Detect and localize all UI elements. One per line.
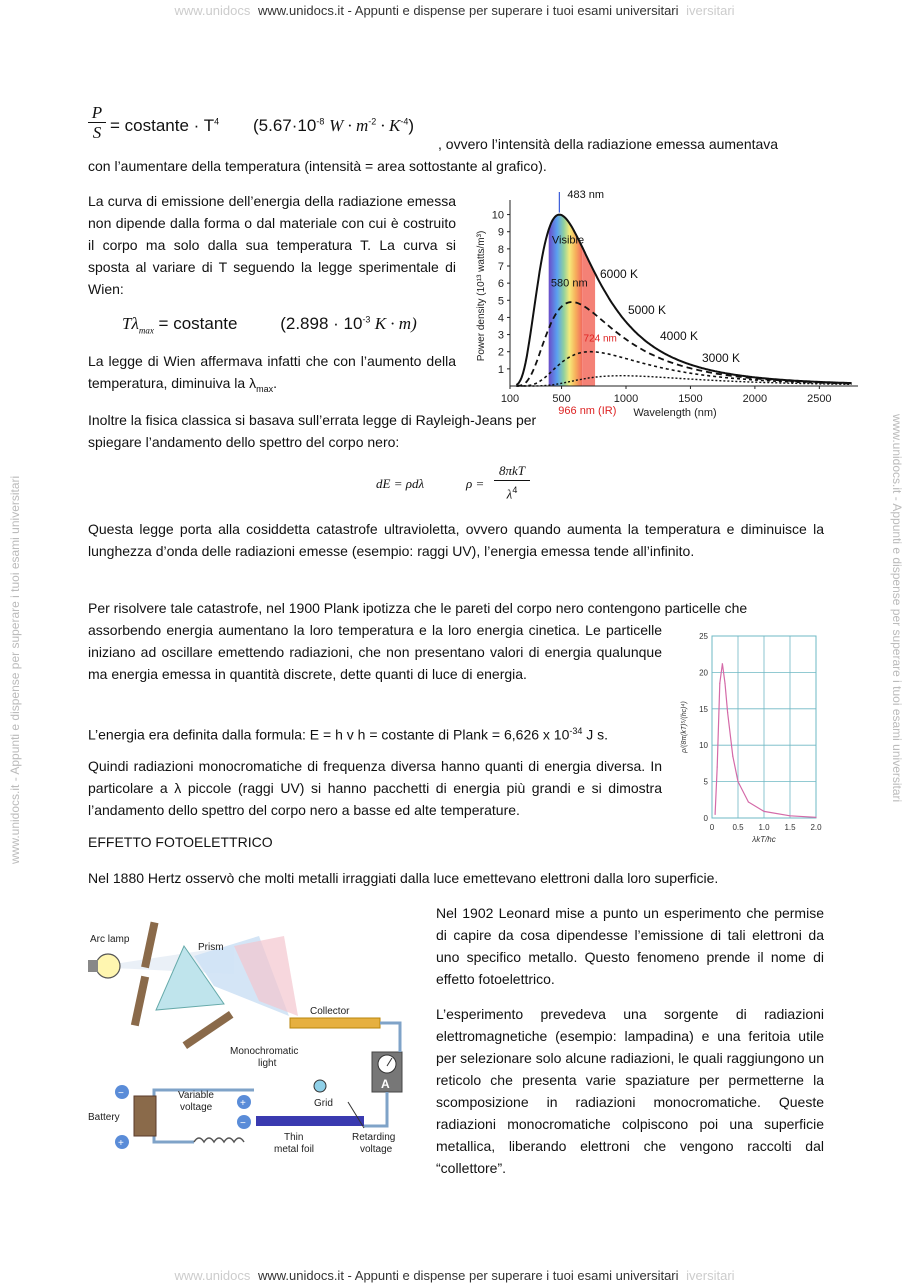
ammeter-dial [378, 1055, 396, 1073]
y-tick-label: 3 [497, 329, 504, 342]
x-tick-label: 1.0 [758, 823, 770, 832]
wien-lhs: Tλ [122, 314, 139, 333]
x-tick-label: 1000 [613, 393, 639, 405]
label-metal-foil: metal foil [274, 1144, 315, 1155]
stefan-tail: , ovvero l’intensità della radiazione emessa aumentava [438, 136, 779, 152]
y-tick-label: 15 [699, 704, 708, 714]
series-label: 3000 K [702, 351, 741, 365]
planck-point [717, 766, 718, 767]
paragraph-esperimento: L’esperimento prevedeva una sorgente di radiazioni elettromagnetiche (esempio: lampadina) e una feritoia utile per selezionare solo alcune radiazioni, le quali raggiungono un reticolo che presenta varie spaziature per permetterne la scomposizione in radiazioni monocromatiche. Queste radiazioni monocromatiche colpiscono poi una superficie metallica, liberando elettroni che vengono raccolti dal “collettore”. [436, 1006, 824, 1176]
rj-fraction [494, 462, 530, 503]
label-variable: Variable [178, 1090, 214, 1101]
label-grid: Grid [314, 1098, 333, 1109]
y-tick-label: 0 [703, 814, 708, 823]
label-grid-plus: + [240, 1098, 246, 1109]
metal-foil [256, 1116, 364, 1126]
variable-coil [194, 1138, 244, 1142]
label-battery-minus: − [118, 1088, 124, 1099]
banner-ghost-right-bottom: iversitari [686, 1268, 735, 1283]
y-tick-label: 8 [497, 243, 504, 256]
paragraph-monocromatiche: Quindi radiazioni monocromatiche di frequenza diversa hanno quanti di energia diversa. In particolare a λ piccole (raggi UV) si hanno pacchetti di energia più grandi e si dimostra l’andamento dello spettro del corpo nero a basse ed alte temperature. [88, 758, 662, 818]
const-text: (5.67·10 [253, 116, 317, 135]
banner-ghost-left-bottom: www.unidocs [174, 1268, 251, 1283]
label-battery-plus: + [118, 1138, 124, 1149]
energia-exp: -34 [569, 726, 583, 736]
photoelectric-diagram [84, 906, 416, 1168]
planck-chart [676, 628, 832, 848]
annotation-966: 966 nm (IR) [558, 405, 617, 417]
paragraph-plank: assorbendo energia aumentano la loro temperatura e la loro energia cinetica. Le particelle iniziano ad oscillare emettendo radiazioni, che non presentano valori di energia qualunque ma energia emessa in quantità discrete, dette quanti di luce di energia. [88, 622, 662, 682]
y-tick-label: 1 [497, 363, 504, 376]
rj-den-exp: 4 [512, 485, 518, 495]
paragraph-rayleigh: Inoltre la fisica classica si basava sull’errata legge di Rayleigh-Jeans per spiegare l’andamento dello spettro del corpo nero: [88, 412, 537, 450]
lamp-bulb [96, 954, 120, 978]
paragraph-curve: La curva di emissione dell’energia della radiazione emessa non dipende dalla forma o dal materiale con cui è costruito il corpo ma solo dalla sua temperatura T. La curva si sposta al variare di T seguendo la legge sperimentale di Wien: [88, 193, 456, 297]
y-tick-label: 7 [497, 261, 504, 273]
side-watermark-right: www.unidocs.it - Appunti e dispense per superare i tuoi esami universitari [890, 414, 904, 803]
formula-denominator: S [92, 123, 102, 142]
planck-curve [715, 663, 817, 818]
planck-point [719, 683, 720, 684]
planck-point [789, 815, 790, 816]
series-label: 5000 K [628, 303, 667, 317]
energia-end: J s. [582, 726, 609, 743]
formula-rhs [110, 116, 219, 136]
label-arc-lamp: Arc lamp [90, 934, 130, 945]
const-exp: -8 [316, 116, 325, 127]
planck-series-line [715, 664, 816, 818]
const-close: ) [408, 116, 415, 135]
planck-point [732, 756, 733, 757]
x-tick-label: 2500 [807, 393, 832, 405]
paragraph-plank-line1: Per risolvere tale catastrofe, nel 1900 Plank ipotizza che le pareti del corpo nero contengono particelle che [88, 600, 748, 616]
planck-labels [681, 632, 822, 844]
wien-rhs: = costante [153, 314, 238, 333]
formula-rhs-text: = costante · T [110, 116, 215, 135]
annotation-483: 483 nm [567, 189, 605, 201]
x-tick-label: 0.5 [732, 823, 744, 832]
side-watermark-left: www.unidocs.it - Appunti e dispense per superare i tuoi esami universitari [8, 475, 22, 864]
label-thin: Thin [284, 1132, 304, 1143]
battery-cell [134, 1096, 156, 1136]
wien-text: La legge di Wien affermava infatti che con l’aumento della temperatura, diminuiva la λ [88, 353, 456, 391]
y-tick-label: 10 [491, 209, 504, 222]
slit-plate-bottom [131, 976, 149, 1027]
banner-prefix: www.unidocs.it - [257, 3, 355, 18]
planck-point [763, 811, 764, 812]
banner-prefix-bottom: www.unidocs.it - [257, 1268, 355, 1283]
const-units: W · m [329, 116, 369, 135]
wien-text-sub: max [256, 383, 274, 394]
y-tick-label: 9 [497, 226, 504, 239]
x-tick-label: 100 [500, 393, 520, 405]
planck-point [724, 683, 725, 684]
lamp-base [88, 960, 98, 972]
label-retarding-voltage: voltage [360, 1144, 393, 1155]
banner-text-bottom: Appunti e dispense per superare i tuoi esami universitari [354, 1268, 679, 1283]
units-k: · K [376, 116, 401, 135]
x-tick-label: 500 [552, 393, 571, 405]
y-tick-label: 6 [497, 278, 504, 291]
x-tick-label: 2000 [742, 393, 768, 405]
paragraph-hertz: Nel 1880 Hertz osservò che molti metalli irraggiati dalla luce emettevano elettroni dalla loro superficie. [88, 870, 719, 886]
paragraph-catastrofe: Questa legge porta alla cosiddetta catastrofe ultravioletta, ovvero quando aumenta la temperatura e diminuisce la lunghezza d’onda delle radiazioni emesse (esempio: raggi UV), l’energia emessa tende all’infinito. [88, 521, 824, 559]
paragraph-leonard: Nel 1902 Leonard mise a punto un esperimento che permise di capire da cosa dipendesse l’emissione di tali elettroni da uno specifico metallo. Questo fenomeno prende il nome di effetto fotoelettrico. [436, 905, 824, 987]
annotation-724: 724 nm [583, 333, 617, 345]
label-voltage: voltage [180, 1102, 213, 1113]
rj-num: 8πkT [498, 463, 525, 478]
x-axis-label: Wavelength (nm) [633, 407, 717, 419]
mono-slit [183, 1011, 234, 1049]
formula-const [253, 116, 414, 136]
x-tick-label: 1500 [678, 393, 703, 405]
planck-point [737, 781, 738, 782]
label-retarding: Retarding [352, 1132, 396, 1143]
label-grid-minus: − [240, 1118, 246, 1129]
wien-value [280, 314, 417, 333]
banner-ghost-left: www.unidocs [174, 3, 251, 18]
top-banner [0, 3, 909, 18]
y-axis-label: Power density (10¹³ watts/m³) [476, 230, 487, 362]
x-tick-label: 1.5 [784, 823, 796, 832]
banner-text: Appunti e dispense per superare i tuoi esami universitari [354, 3, 679, 18]
planck-point [727, 712, 728, 713]
y-tick-label: 25 [699, 632, 708, 641]
series-label: 6000 K [600, 267, 639, 281]
banner-ghost-right: iversitari [686, 3, 735, 18]
paragraph-wien [88, 350, 456, 400]
x-tick-label: 0 [709, 823, 715, 832]
rj-den-text: λ [506, 486, 513, 502]
units-exp1: -2 [368, 116, 377, 127]
y-tick-label: 2 [497, 346, 504, 359]
bottom-banner [0, 1268, 909, 1283]
wien-value-exp: -3 [362, 314, 371, 325]
blackbody-chart [470, 184, 862, 420]
label-prism: Prism [198, 942, 224, 953]
heading-effetto-fotoelettrico: EFFETTO FOTOELETTRICO [88, 834, 273, 850]
label-collector: Collector [310, 1006, 350, 1017]
rj-den [494, 481, 530, 503]
x-tick-label: 2.0 [810, 823, 822, 832]
energia-text: L’energia era definita dalla formula: E = h v h = costante di Plank = 6,626 x 10 [88, 726, 570, 743]
wien-lhs-sub: max [138, 325, 154, 336]
planck-grid [712, 636, 816, 818]
label-monochromatic: Monochromatic [230, 1046, 299, 1057]
planck-point [815, 817, 816, 818]
wien-formula [122, 314, 417, 335]
label-meter: A [381, 1077, 390, 1091]
series-label: 4000 K [660, 329, 699, 343]
annotation-visible: Visible [551, 234, 585, 247]
collector-plate [290, 1018, 380, 1028]
wien-text-end: . [273, 375, 277, 391]
units-exp2: -4 [400, 116, 409, 127]
y-axis-label: ρ/(8π(kT)⁵/(hc)⁴) [681, 701, 688, 753]
label-battery: Battery [88, 1112, 120, 1123]
rj-rho: ρ = [466, 476, 485, 491]
y-tick-label: 4 [497, 312, 504, 325]
rj-formula [376, 462, 536, 506]
paragraph-energia [88, 720, 688, 746]
rj-left: dE = ρdλ [376, 476, 425, 491]
wien-value-text: (2.898 · 10 [280, 314, 363, 333]
planck-point [715, 814, 716, 815]
y-tick-label: 20 [699, 668, 708, 678]
label-light: light [258, 1058, 277, 1069]
grid-electrode [314, 1080, 326, 1092]
wien-units: K · m) [370, 314, 417, 333]
formula-rhs-exp: 4 [214, 116, 220, 127]
y-tick-label: 10 [699, 741, 708, 751]
annotation-580: 580 nm [550, 277, 588, 290]
stefan-line2: con l’aumentare della temperatura (intensità = area sottostante al grafico). [88, 158, 547, 174]
x-axis-label: λkT/hc [752, 835, 776, 844]
planck-point [722, 663, 723, 664]
planck-point [748, 801, 749, 802]
y-tick-label: 5 [497, 295, 504, 308]
y-tick-label: 5 [703, 777, 708, 787]
formula-fraction [88, 104, 106, 143]
formula-numerator: P [91, 103, 103, 122]
